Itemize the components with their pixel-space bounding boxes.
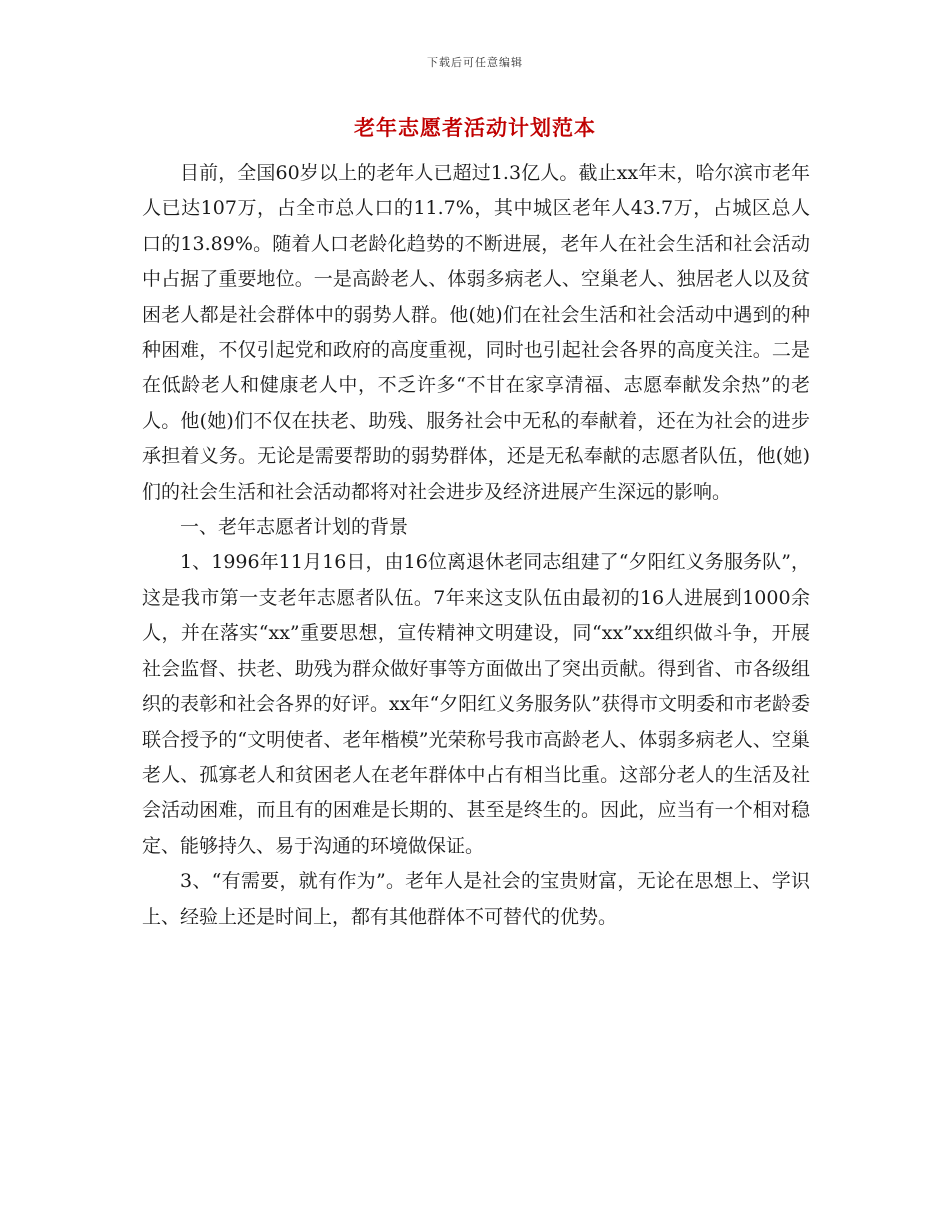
section-heading-background: 一、老年志愿者计划的背景 (180, 516, 409, 539)
document-title: 老年志愿者活动计划范本 (354, 115, 596, 140)
paragraph-item-1: 1、1996年11月16日，由16位离退休老同志组建了“夕阳红义务服务队”，这是我市第一支老年志愿者队伍。7年来这支队伍由最初的16人进展到1000余人，并在落实“xx”重要思想，宣传精神文明建设，同“xx”xx组织做斗争，开展社会监督、扶老、助残为群众做好事等方面做出了突出贡献。得到省、市各级组织的表彰和社会各界的好评。xx年“夕阳红义务服务队”获得市文明委和市老龄委联合授予的“文明使者、老年楷模”光荣称号我市高龄老人、体弱多病老人、空巢老人、孤寡老人和贫困老人在老年群体中占有相当比重。这部分老人的生活及社会活动困难，而且有的困难是长期的、甚至是终生的。因此，应当有一个相对稳定、能够持久、易于沟通的环境做保证。 (142, 551, 810, 857)
paragraph-item-3: 3、“有需要，就有作为”。老年人是社会的宝贵财富，无论在思想上、学识上、经验上还是时间上，都有其他群体不可替代的优势。 (142, 870, 810, 928)
paragraph-intro: 目前，全国60岁以上的老年人已超过1.3亿人。截止xx年末，哈尔滨市老年人已达107万，占全市总人口的11.7%，其中城区老年人43.7万，占城区总人口的13.89%。随着人口老龄化趋势的不断进展，老年人在社会生活和社会活动中占据了重要地位。一是高龄老人、体弱多病老人、空巢老人、独居老人以及贫困老人都是社会群体中的弱势人群。他(她)们在社会生活和社会活动中遇到的种种困难，不仅引起党和政府的高度重视，同时也引起社会各界的高度关注。二是在低龄老人和健康老人中，不乏许多“不甘在家享清福、志愿奉献发余热”的老人。他(她)们不仅在扶老、助残、服务社会中无私的奉献着，还在为社会的进步承担着义务。无论是需要帮助的弱势群体，还是无私奉献的志愿者队伍，他(她)们的社会生活和社会活动都将对社会进步及经济进展产生深远的影响。 (142, 162, 810, 503)
document-body (142, 156, 810, 935)
header-note: 下载后可任意编辑 (427, 56, 523, 69)
